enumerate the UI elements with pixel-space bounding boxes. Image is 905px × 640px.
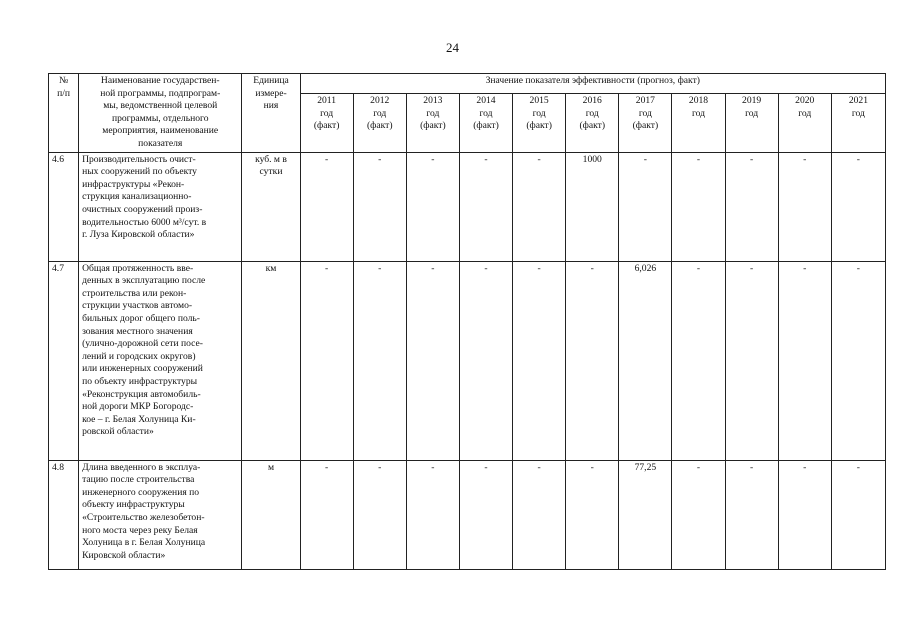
value-cell: - [672, 261, 725, 460]
header-year-fact: (факт) [313, 120, 340, 132]
value-cell: - [778, 460, 831, 569]
indicator-name [79, 261, 242, 460]
header-year-number: 2011 [317, 95, 337, 107]
header-name [79, 74, 242, 153]
header-num-line: № [58, 75, 69, 86]
header-year [672, 94, 725, 153]
header-year-number: 2017 [635, 95, 655, 107]
value-cell: - [778, 152, 831, 261]
header-name-line: показателя [138, 137, 183, 149]
value-cell: 6,026 [619, 261, 672, 460]
header-row-top [49, 74, 886, 94]
indicator-name-line: очистных сооружений произ- [82, 203, 203, 215]
value-cell: - [725, 261, 778, 460]
indicator-name-line: бильных дорог общего поль- [82, 312, 200, 324]
value-cell: - [353, 152, 406, 261]
header-year-word: год [320, 107, 334, 119]
value-cell: - [831, 261, 885, 460]
value-cell: - [406, 261, 459, 460]
header-unit [242, 74, 300, 153]
value-cell: 77,25 [619, 460, 672, 569]
header-year-word: год [532, 107, 546, 119]
header-year-number: 2019 [742, 95, 762, 107]
header-name-line: мы, ведомственной целевой [103, 100, 218, 112]
unit-line: куб. м в [255, 153, 287, 165]
header-year [566, 94, 619, 153]
header-year-number: 2012 [370, 95, 390, 107]
header-year [619, 94, 672, 153]
indicator-name-line: ного моста через реку Белая [82, 524, 198, 536]
value-cell: - [725, 152, 778, 261]
value-cell: - [778, 261, 831, 460]
indicator-name-line: кое – г. Белая Холуница Ки- [82, 413, 196, 425]
header-year-number: 2013 [423, 95, 443, 107]
value-cell: - [672, 460, 725, 569]
header-year-word: год [426, 107, 440, 119]
header-year-word: год [745, 107, 759, 119]
row-number: 4.8 [49, 460, 79, 569]
table-row [49, 261, 886, 460]
value-cell: 1000 [566, 152, 619, 261]
header-year-number: 2014 [476, 95, 496, 107]
header-year [725, 94, 778, 153]
header-year-fact: (факт) [632, 120, 659, 132]
table-row [49, 152, 886, 261]
header-name-line: ной программы, подпрограм- [100, 87, 221, 99]
indicator-name-line: объекту инфраструктуры [82, 499, 185, 511]
indicator-name-line: (улично-дорожной сети посе- [82, 338, 203, 350]
header-year-fact: (факт) [420, 120, 446, 132]
indicator-name-line: струкция канализационно- [82, 191, 192, 203]
header-num [49, 74, 79, 153]
value-cell: - [406, 460, 459, 569]
header-year-word: год [638, 107, 652, 119]
value-cell: - [513, 261, 566, 460]
unit-of-measure [242, 261, 300, 460]
header-year-word: год [851, 107, 865, 119]
value-cell: - [513, 152, 566, 261]
indicator-name-line: или инженерных сооружений [82, 363, 203, 375]
value-cell: - [406, 152, 459, 261]
row-number: 4.6 [49, 152, 79, 261]
header-year [353, 94, 406, 153]
value-cell: - [831, 460, 885, 569]
indicator-name-line: инженерного сооружения по [82, 486, 200, 498]
value-cell: - [459, 152, 512, 261]
indicator-name-line: водительностью 6000 м³/сут. в [82, 216, 207, 228]
value-cell: - [300, 152, 353, 261]
header-name-line: программы, отдельного [111, 112, 209, 124]
indicator-name-line: Кировской области» [82, 549, 166, 561]
header-year-word: год [479, 107, 493, 119]
unit-line: км [265, 262, 277, 274]
header-year-word: год [798, 107, 812, 119]
indicator-name-line: «Реконструкция автомобиль- [82, 388, 201, 400]
header-values-group: Значение показателя эффективности (прогноз, факт) [300, 74, 885, 94]
unit-line: м [267, 461, 275, 473]
row-number: 4.7 [49, 261, 79, 460]
page-number: 24 [446, 40, 459, 55]
indicator-name-line: Длина введенного в эксплуа- [82, 461, 201, 473]
indicator-name-line: ровской области» [82, 426, 154, 438]
indicator-name-line: зования местного значения [82, 325, 193, 337]
header-name-line: мероприятия, наименование [102, 125, 219, 137]
value-cell: - [300, 460, 353, 569]
indicator-name [79, 152, 242, 261]
indicator-name-line: г. Луза Кировской области» [82, 229, 195, 241]
header-year [459, 94, 512, 153]
value-cell: - [672, 152, 725, 261]
value-cell: - [566, 261, 619, 460]
unit-of-measure [242, 152, 300, 261]
header-year-word: год [373, 107, 387, 119]
header-num-line: п/п [57, 87, 70, 99]
header-year-fact: (факт) [366, 120, 393, 132]
indicator-name-line: ной дороги МКР Богородс- [82, 401, 194, 413]
header-year [300, 94, 353, 153]
value-cell: - [566, 460, 619, 569]
value-cell: - [353, 460, 406, 569]
header-year [513, 94, 566, 153]
value-cell: - [619, 152, 672, 261]
header-year-fact: (факт) [473, 120, 499, 132]
header-year-word: год [585, 107, 599, 119]
header-year [406, 94, 459, 153]
header-year [831, 94, 885, 153]
value-cell: - [513, 460, 566, 569]
header-unit-line: измере- [255, 87, 287, 99]
header-year-number: 2018 [688, 95, 709, 107]
indicator-name-line: Холуница в г. Белая Холуница [82, 537, 206, 549]
indicator-name [79, 460, 242, 569]
header-year-word: год [691, 107, 706, 119]
indicators-table [48, 73, 886, 570]
header-year-fact: (факт) [526, 120, 552, 132]
value-cell: - [725, 460, 778, 569]
header-year-number: 2016 [582, 95, 602, 107]
header-year-fact: (факт) [579, 120, 606, 132]
unit-line: сутки [259, 166, 283, 178]
header-year [778, 94, 831, 153]
value-cell: - [459, 460, 512, 569]
indicator-name-line: ных сооружений по объекту [82, 166, 197, 178]
indicator-name-line: по объекту инфраструктуры [82, 375, 198, 387]
value-cell: - [353, 261, 406, 460]
header-unit-line: ния [263, 100, 279, 112]
indicator-name-line: лений и городских округов) [82, 350, 196, 362]
unit-of-measure [242, 460, 300, 569]
indicator-name-line: Производительность очист- [82, 153, 196, 165]
indicator-name-line: строительства или рекон- [82, 287, 187, 299]
indicator-name-line: струкции участков автомо- [82, 300, 193, 312]
header-year-number: 2015 [529, 95, 549, 107]
indicator-name-line: Общая протяженность вве- [82, 262, 194, 274]
value-cell: - [300, 261, 353, 460]
indicator-name-line: денных в эксплуатацию после [82, 275, 206, 287]
header-unit-line: Единица [253, 75, 289, 86]
indicator-name-line: «Строительство железобетон- [82, 511, 205, 523]
header-name-line: Наименование государствен- [100, 75, 220, 86]
indicator-name-line: инфраструктуры «Рекон- [82, 178, 185, 190]
indicator-name-line: тацию после строительства [82, 474, 195, 486]
value-cell: - [459, 261, 512, 460]
table-row [49, 460, 886, 569]
header-year-number: 2020 [795, 95, 815, 107]
header-year-number: 2021 [848, 95, 868, 107]
value-cell: - [831, 152, 885, 261]
